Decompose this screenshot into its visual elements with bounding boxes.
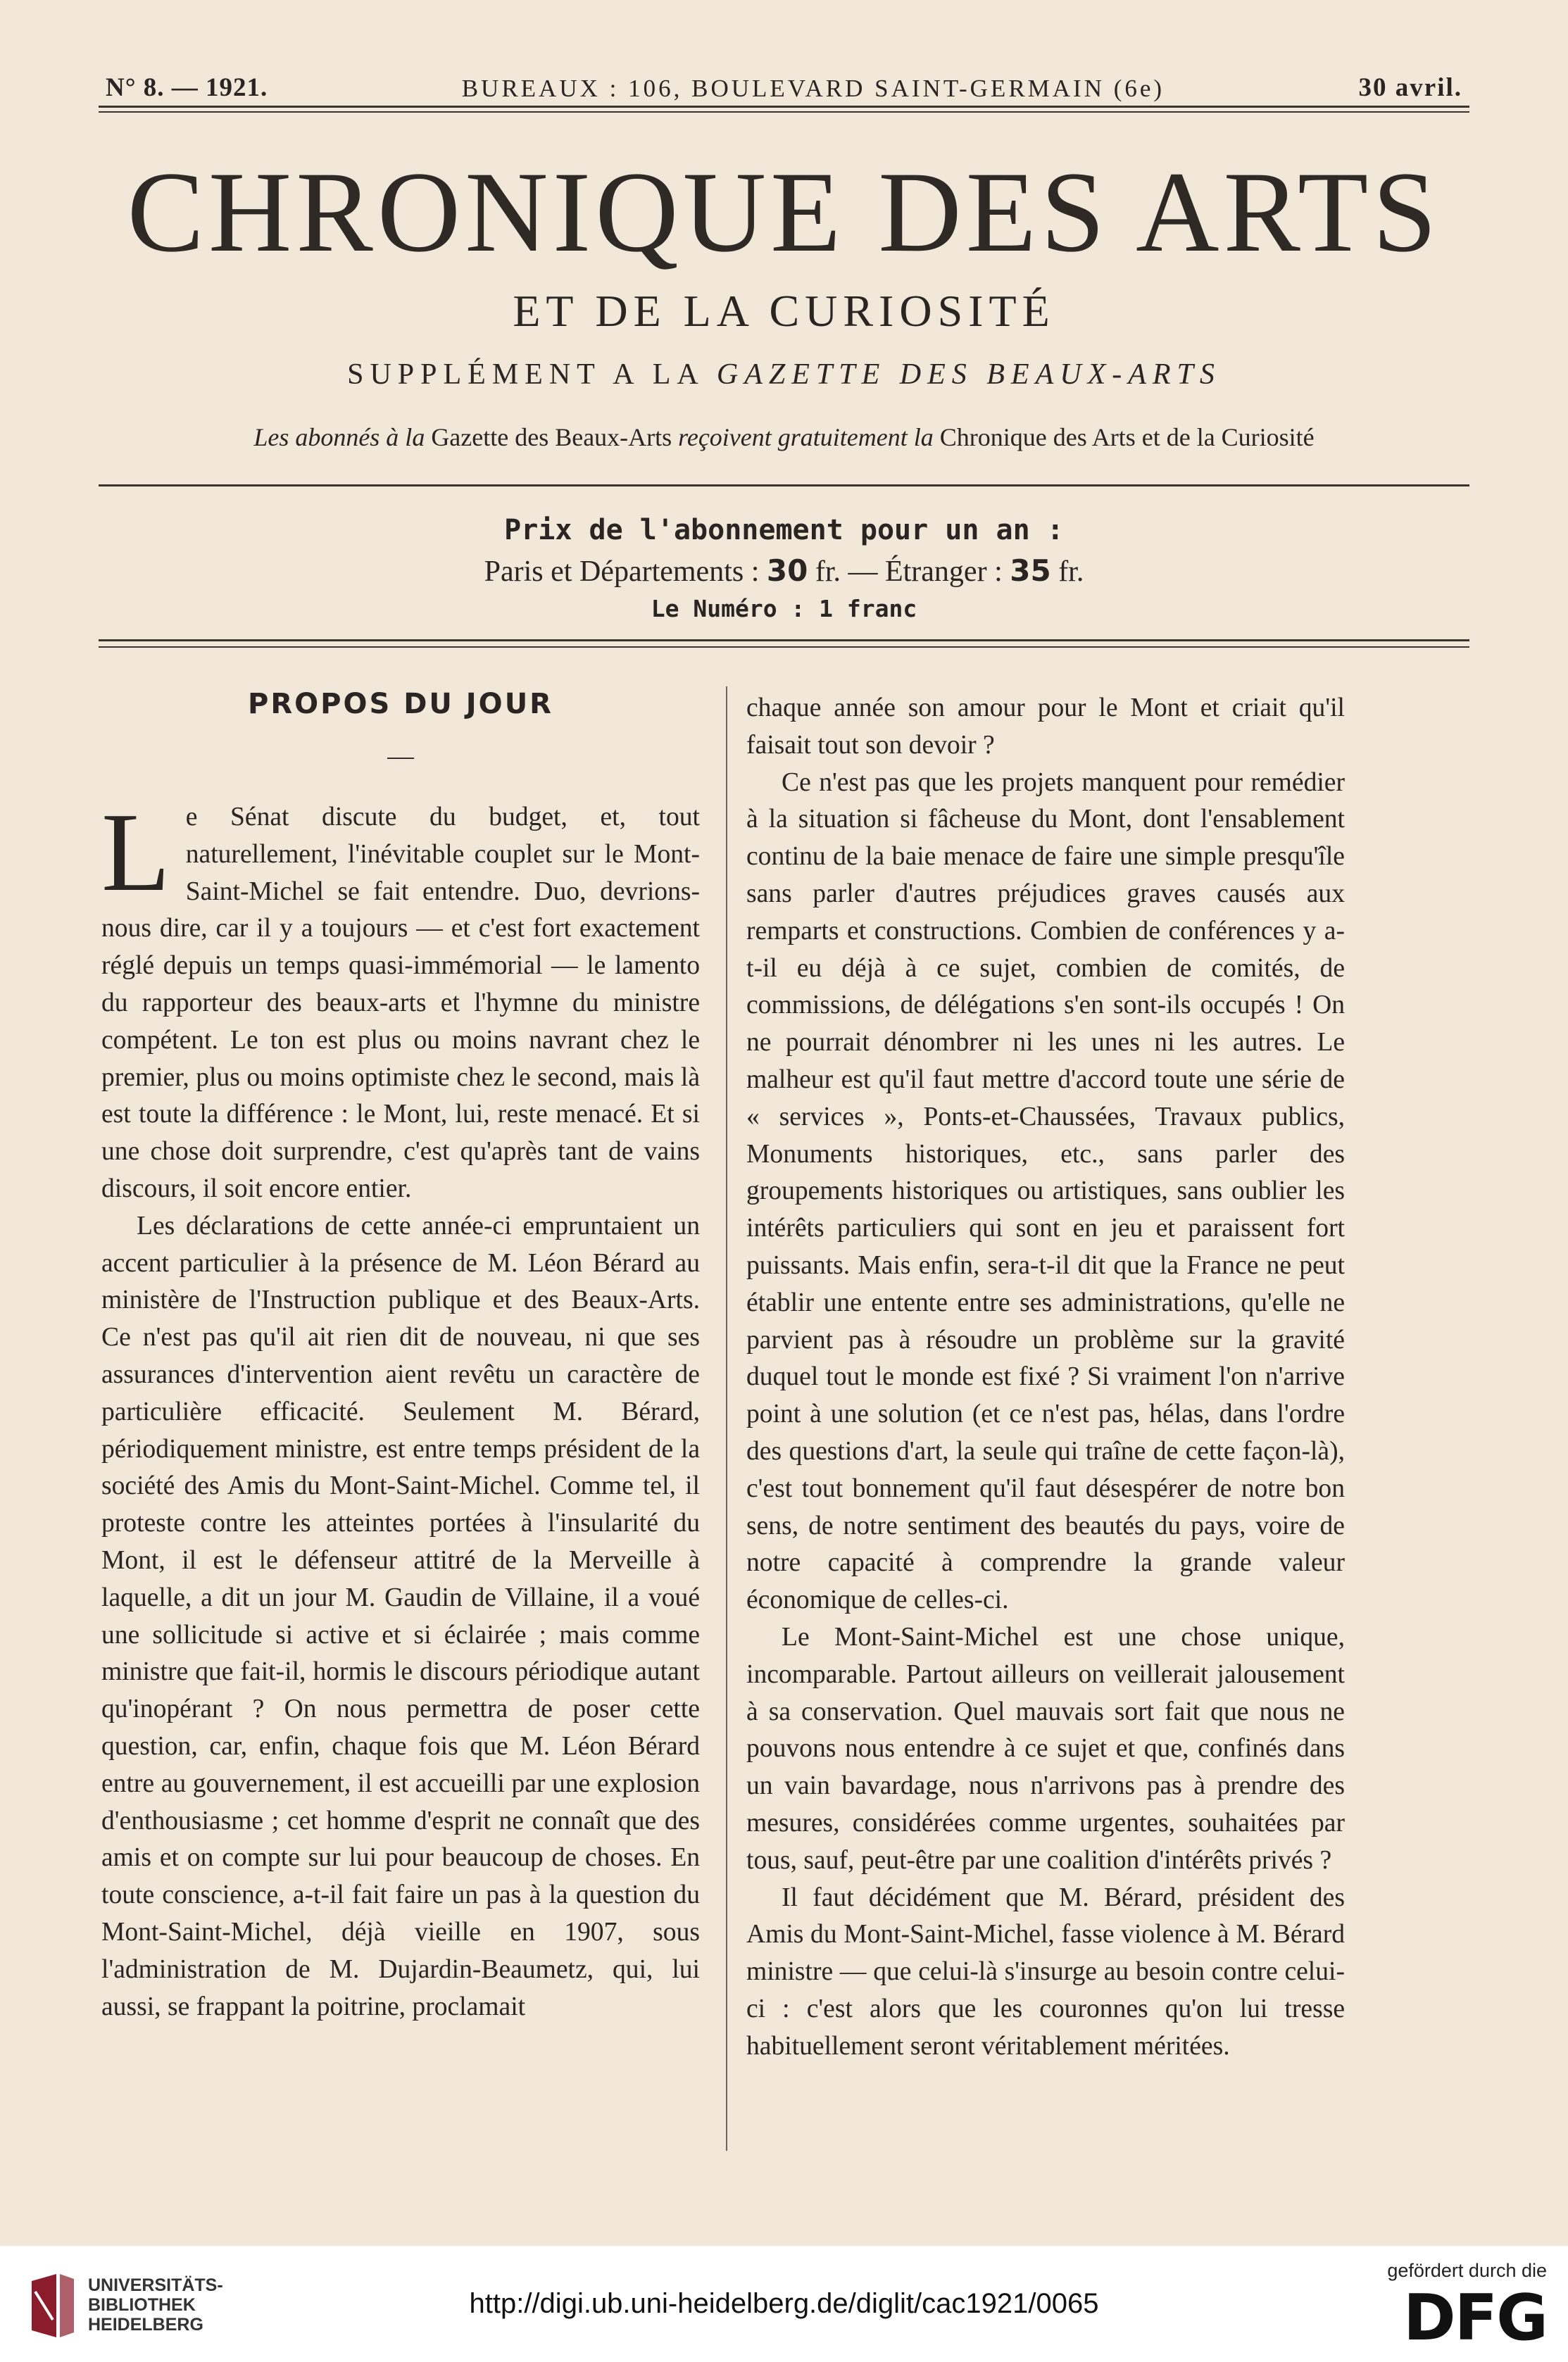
issue-price: Le Numéro : 1 franc (651, 595, 917, 622)
issue-date: 30 avril. (1358, 73, 1462, 102)
drop-cap: L (101, 789, 170, 915)
foreign-price: 35 (1010, 553, 1051, 588)
subscriber-notice (0, 422, 1568, 452)
subscription-prices (0, 553, 1568, 589)
article-left-column (101, 686, 700, 2025)
supplement-title: GAZETTE DES BEAUX-ARTS (716, 358, 1221, 391)
masthead-subtitle: ET DE LA CURIOSITÉ (513, 286, 1055, 336)
notice-part-2: Gazette des Beaux-Arts (425, 423, 679, 451)
notice-part-4: Chronique des Arts et de la Curiosité (933, 423, 1315, 451)
digitization-footer (0, 2246, 1568, 2362)
notice-part-1: Les abonnés à la (253, 423, 425, 451)
paris-price: 30 (766, 553, 808, 588)
supplement-prefix: SUPPLÉMENT A LA (347, 358, 717, 391)
article-paragraph: Le Mont-Saint-Michel est une chose unique, incomparable. Partout ailleurs on veillerait jalousement à sa conservation. Quel mauvais sort fait que nous ne pouvons nous entendre à ce sujet et que, confinés dans un vain bavardage, nous n'arrivons pas à prendre des mesures, considérées comme urgentes, souhaitées par tous, sauf, peut-être par une coalition d'intérêts privés ? (746, 1622, 1345, 1875)
source-url-link[interactable]: http://digi.ub.uni-heidelberg.de/diglit/cac1921/0065 (469, 2288, 1099, 2319)
header-rule (99, 106, 1469, 108)
paris-label: Paris et Départements : (484, 555, 767, 588)
masthead-rule (99, 484, 1469, 486)
masthead-title: CHRONIQUE DES ARTS (127, 149, 1441, 276)
paragraph-text: e Sénat discute du budget, et, tout naturellement, l'inévitable couplet sur le Mont-Saint-Michel se fait entendre. Duo, devrions-nous dire, car il y a toujours — et c'est fort exactement réglé depuis un temps quasi-immémorial — le lamento du rapporteur des beaux-arts et l'hymne du ministre compétent. Le ton est plus ou moins navrant chez le premier, plus ou moins optimiste chez le second, mais là est toute la différence : le Mont, lui, reste menacé. Et si une chose doit surprendre, c'est qu'après tant de vains discours, il soit encore entier. (101, 803, 700, 1203)
article-paragraph: Il faut décidément que M. Bérard, président des Amis du Mont-Saint-Michel, fasse violence à M. Bérard ministre — que celui-là s'insurge au besoin contre celui-ci : c'est alors que les couronnes qu'on lui tresse habituellement seront véritablement méritées. (746, 1883, 1345, 2061)
article-paragraph: Ce n'est pas que les projets manquent pour remédier à la situation si fâcheuse du Mont, dont l'ensablement continu de la baie menace de faire une simple presqu'île sans parler d'autres préjudices graves causés aux remparts et constructions. Combien de conférences y a-t-il eu déjà à ce sujet, combien de comités, de commissions, de délégations s'en sont-ils occupés ! On ne pourrait dénombrer ni les unes ni les autres. Le malheur est qu'il faut mettre d'accord toute une série de « services », Ponts-et-Chaussées, Travaux publics, Monuments historiques, etc., sans parler des groupements historiques ou artistiques, sans oublier les intérêts particuliers qui sont en jeu et paraissent fort puissants. Mais enfin, sera-t-il dit que la France ne peut établir une entente entre ses administrations, qu'elle ne parvient pas à résoudre un problème sur la gravité duquel tout le monde est fixé ? Si vraiment l'on n'arrive point à une solution (et ce n'est pas, hélas, dans l'ordre des questions d'art, la seule qui traîne de cette façon-là), c'est tout bonnement qu'il faut désespérer de notre bon sens, de notre sentiment des beautés du pays, voire de notre capacité à comprendre la grande valeur économique de celles-ci. (746, 767, 1345, 1615)
article-right-column (746, 690, 1345, 2065)
article-paragraph: chaque année son amour pour le Mont et criait qu'il faisait tout son devoir ? (746, 693, 1345, 760)
subscription-heading: Prix de l'abonnement pour un an : (504, 514, 1064, 546)
funding-note: gefördert durch die (1387, 2260, 1547, 2281)
prices-rule (99, 639, 1469, 641)
notice-part-3: reçoivent gratuitement la (678, 423, 934, 451)
prices-rule-thin (99, 646, 1469, 648)
library-name-line: HEIDELBERG (88, 2315, 203, 2335)
article-heading: PROPOS DU JOUR (248, 688, 553, 720)
supplement-line (0, 358, 1568, 391)
article-paragraph (101, 789, 700, 1208)
column-divider (726, 686, 727, 2151)
office-address: BUREAUX : 106, BOULEVARD SAINT-GERMAIN (6e) (461, 75, 1165, 102)
issue-number: N° 8. — 1921. (106, 73, 268, 102)
foreign-unit: fr. (1050, 555, 1084, 588)
paris-unit: fr. — Étranger : (808, 555, 1010, 588)
header-rule-thin (99, 111, 1469, 113)
dfg-logo: DFG (1403, 2281, 1547, 2355)
heading-separator: — (387, 742, 414, 771)
library-name-line: UNIVERSITÄTS- (88, 2275, 223, 2295)
library-name-line: BIBLIOTHEK (88, 2295, 196, 2315)
article-paragraph: Les déclarations de cette année-ci empruntaient un accent particulier à la présence de M. Léon Bérard au ministère de l'Instruction publique et des Beaux-Arts. Ce n'est pas qu'il ait rien dit de nouveau, ni que ses assurances d'intervention aient revêtu un caractère de particulière efficacité. Seulement M. Bérard, périodiquement ministre, est entre temps président de la société des Amis du Mont-Saint-Michel. Comme tel, il proteste contre les atteintes portées à l'insularité du Mont, il est le défenseur attitré de la Merveille à laquelle, a dit un jour M. Gaudin de Villaine, il a voué une sollicitude si active et si éclairée ; mais comme ministre que fait-il, hormis le discours périodique autant qu'inopérant ? On nous permettra de poser cette question, car, enfin, chaque fois que M. Léon Bérard entre au gouvernement, il est accueilli par une explosion d'enthousiasme ; cet homme d'esprit ne connaît que des amis et on compte sur lui pour beaucoup de choses. En toute conscience, a-t-il fait faire un pas à la question du Mont-Saint-Michel, déjà vieille en 1907, sous l'administration de M. Dujardin-Beaumetz, qui, lui aussi, se frappant la poitrine, proclamait (101, 1211, 700, 2021)
issue-header (106, 61, 1462, 103)
